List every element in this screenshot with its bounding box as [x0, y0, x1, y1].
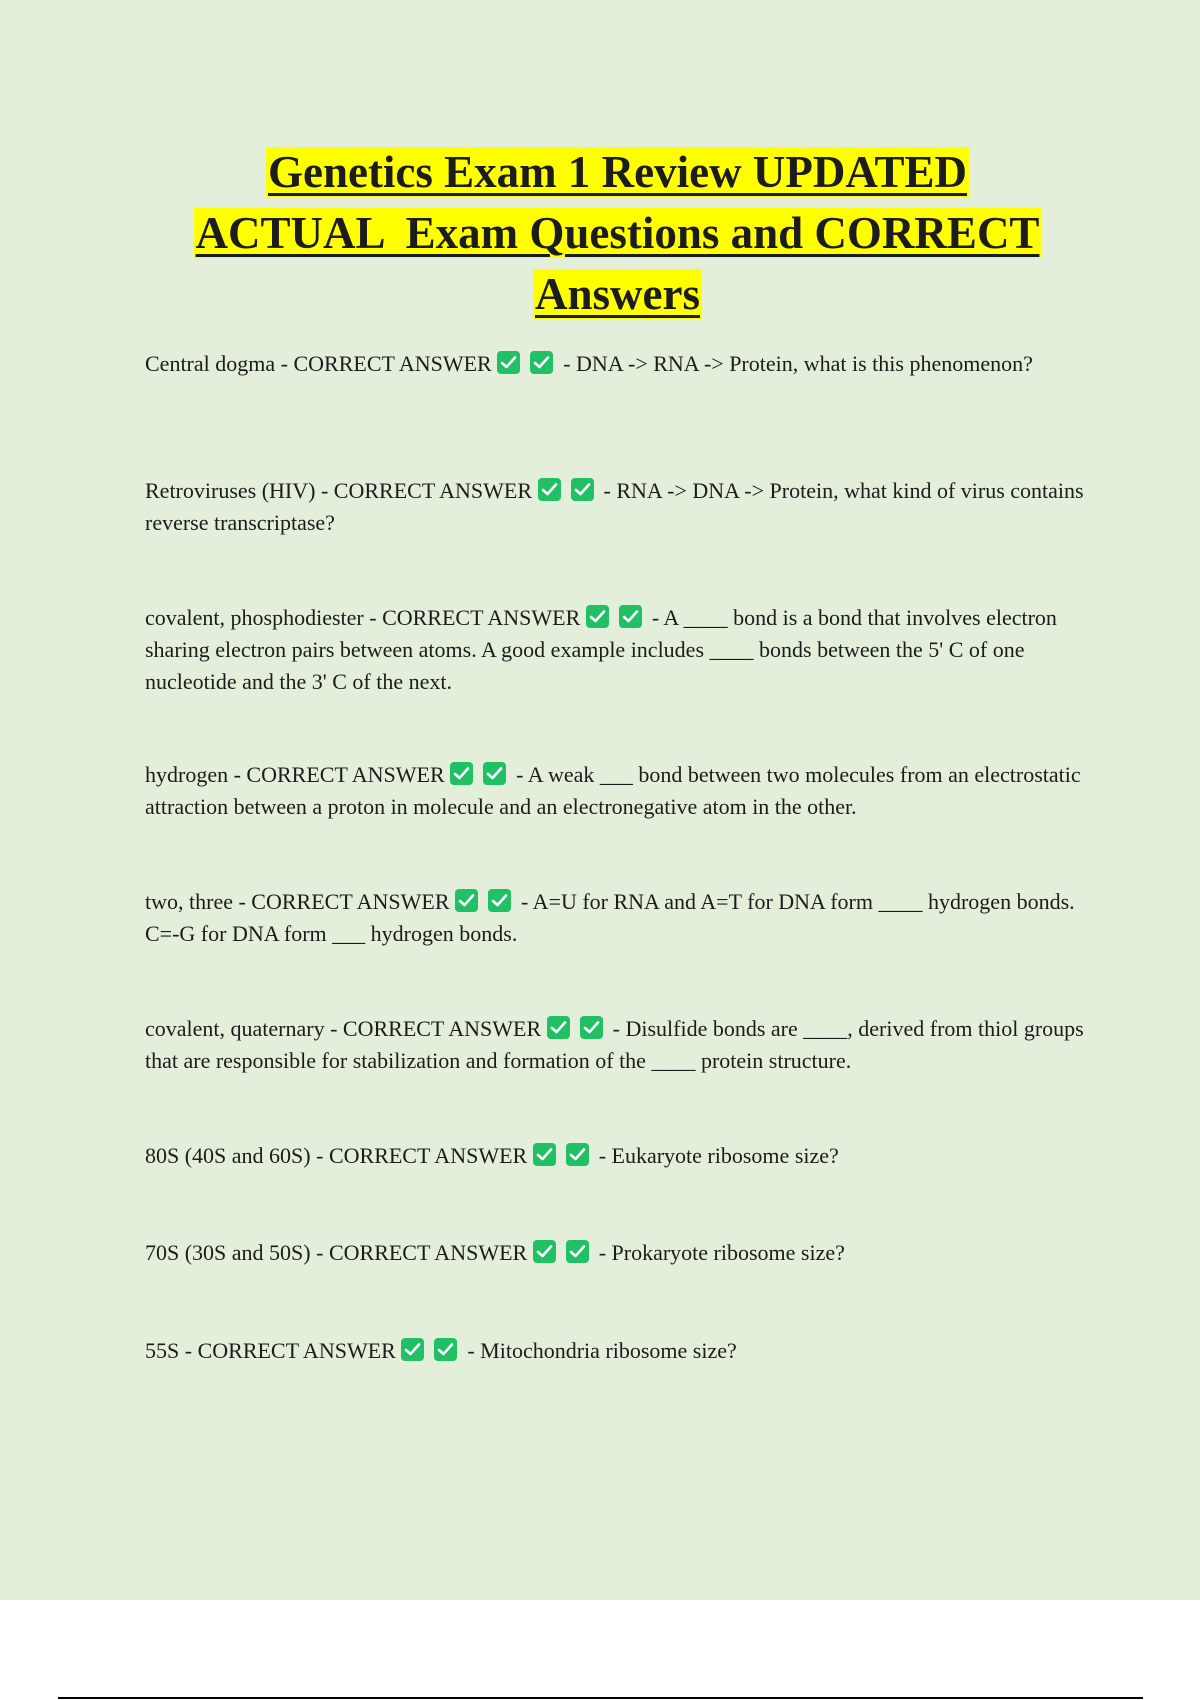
check-icons	[527, 1143, 599, 1168]
check-icons	[541, 1016, 613, 1041]
qa-answer: hydrogen	[145, 762, 229, 787]
checkmark-icon	[434, 1338, 457, 1361]
checkmark-icon	[586, 605, 609, 628]
check-icons	[450, 889, 522, 914]
qa-question: - A weak ___ bond between two molecules from an electrostatic attraction between a proton in molecule and an electronegative atom in the other.	[145, 762, 1081, 819]
footer-divider	[58, 1697, 1143, 1699]
checkmark-icon	[401, 1338, 424, 1361]
checkmark-icon	[619, 605, 642, 628]
correct-answer-marker: CORRECT ANSWER	[328, 1240, 528, 1265]
qa-answer: covalent, phosphodiester	[145, 605, 364, 630]
qa-question: - Prokaryote ribosome size?	[598, 1240, 845, 1265]
correct-answer-marker: CORRECT ANSWER	[246, 762, 445, 787]
qa-item: hydrogen - CORRECT ANSWER - A weak ___ bond between two molecules from an electrostatic attraction between a proton in molecule and an electronegative atom in the other.	[145, 762, 1081, 819]
correct-answer-marker: CORRECT ANSWER	[251, 889, 450, 914]
checkmark-icon	[455, 889, 478, 912]
checkmark-icon	[533, 1240, 556, 1263]
qa-question: - A ____ bond is a bond that involves electron sharing electron pairs between atoms. A good example includes ____ bonds between the 5' C of one nucleotide and the 3' C of the next.	[145, 605, 1057, 694]
check-icons	[527, 1240, 599, 1265]
checkmark-icon	[530, 351, 553, 374]
qa-answer: 55S	[145, 1338, 180, 1363]
qa-question: - RNA -> DNA -> Protein, what kind of virus contains reverse transcriptase?	[145, 478, 1084, 535]
qa-question: - Disulfide bonds are ____, derived from thiol groups that are responsible for stabilization and formation of the ____ protein structure.	[145, 1016, 1084, 1073]
document-title	[120, 142, 1115, 325]
checkmark-icon	[483, 762, 506, 785]
correct-answer-marker: CORRECT ANSWER	[382, 605, 581, 630]
qa-answer: two, three	[145, 889, 233, 914]
qa-item: covalent, phosphodiester - CORRECT ANSWER - A ____ bond is a bond that involves electron sharing electron pairs between atoms. A good example includes ____ bonds between the 5' C of one nucleotide and the 3' C of the next.	[145, 605, 1057, 694]
correct-answer-marker: CORRECT ANSWER	[333, 478, 533, 503]
qa-answer: 70S (30S and 50S)	[145, 1240, 311, 1265]
qa-answer: covalent, quaternary	[145, 1016, 325, 1041]
title-line-3: Answers	[535, 269, 700, 319]
qa-item: Central dogma - CORRECT ANSWER - DNA -> RNA -> Protein, what is this phenomenon?	[145, 351, 1033, 376]
correct-answer-marker: CORRECT ANSWER	[328, 1143, 528, 1168]
check-icons	[396, 1338, 468, 1363]
checkmark-icon	[450, 762, 473, 785]
checkmark-icon	[580, 1016, 603, 1039]
qa-item: Retroviruses (HIV) - CORRECT ANSWER - RNA -> DNA -> Protein, what kind of virus contains reverse transcriptase?	[145, 478, 1084, 535]
title-line-1: Genetics Exam 1 Review UPDATED	[267, 147, 968, 197]
qa-item: 80S (40S and 60S) - CORRECT ANSWER - Eukaryote ribosome size?	[145, 1143, 839, 1168]
checkmark-icon	[497, 351, 520, 374]
qa-question: - DNA -> RNA -> Protein, what is this phenomenon?	[563, 351, 1033, 376]
qa-answer: 80S (40S and 60S)	[145, 1143, 311, 1168]
correct-answer-marker: CORRECT ANSWER	[197, 1338, 396, 1363]
qa-item: covalent, quaternary - CORRECT ANSWER - Disulfide bonds are ____, derived from thiol groups that are responsible for stabilization and formation of the ____ protein structure.	[145, 1016, 1084, 1073]
checkmark-icon	[571, 478, 594, 501]
check-icons	[492, 351, 564, 376]
title-line-2: ACTUAL Exam Questions and CORRECT	[195, 208, 1040, 258]
check-icons	[532, 478, 604, 503]
qa-question: - Mitochondria ribosome size?	[467, 1338, 737, 1363]
check-icons	[445, 762, 517, 787]
qa-item: 70S (30S and 50S) - CORRECT ANSWER - Prokaryote ribosome size?	[145, 1240, 845, 1265]
checkmark-icon	[547, 1016, 570, 1039]
qa-answer: Retroviruses (HIV)	[145, 478, 316, 503]
checkmark-icon	[566, 1143, 589, 1166]
checkmark-icon	[538, 478, 561, 501]
qa-item: two, three - CORRECT ANSWER - A=U for RNA and A=T for DNA form ____ hydrogen bonds. C=-G for DNA form ___ hydrogen bonds.	[145, 889, 1075, 946]
correct-answer-marker: CORRECT ANSWER	[293, 351, 492, 376]
check-icons	[580, 605, 652, 630]
correct-answer-marker: CORRECT ANSWER	[342, 1016, 542, 1041]
checkmark-icon	[566, 1240, 589, 1263]
qa-item: 55S - CORRECT ANSWER - Mitochondria ribosome size?	[145, 1338, 737, 1363]
qa-question: - A=U for RNA and A=T for DNA form ____ hydrogen bonds. C=-G for DNA form ___ hydrogen bonds.	[145, 889, 1075, 946]
qa-answer: Central dogma	[145, 351, 276, 376]
qa-question: - Eukaryote ribosome size?	[598, 1143, 839, 1168]
checkmark-icon	[488, 889, 511, 912]
checkmark-icon	[533, 1143, 556, 1166]
